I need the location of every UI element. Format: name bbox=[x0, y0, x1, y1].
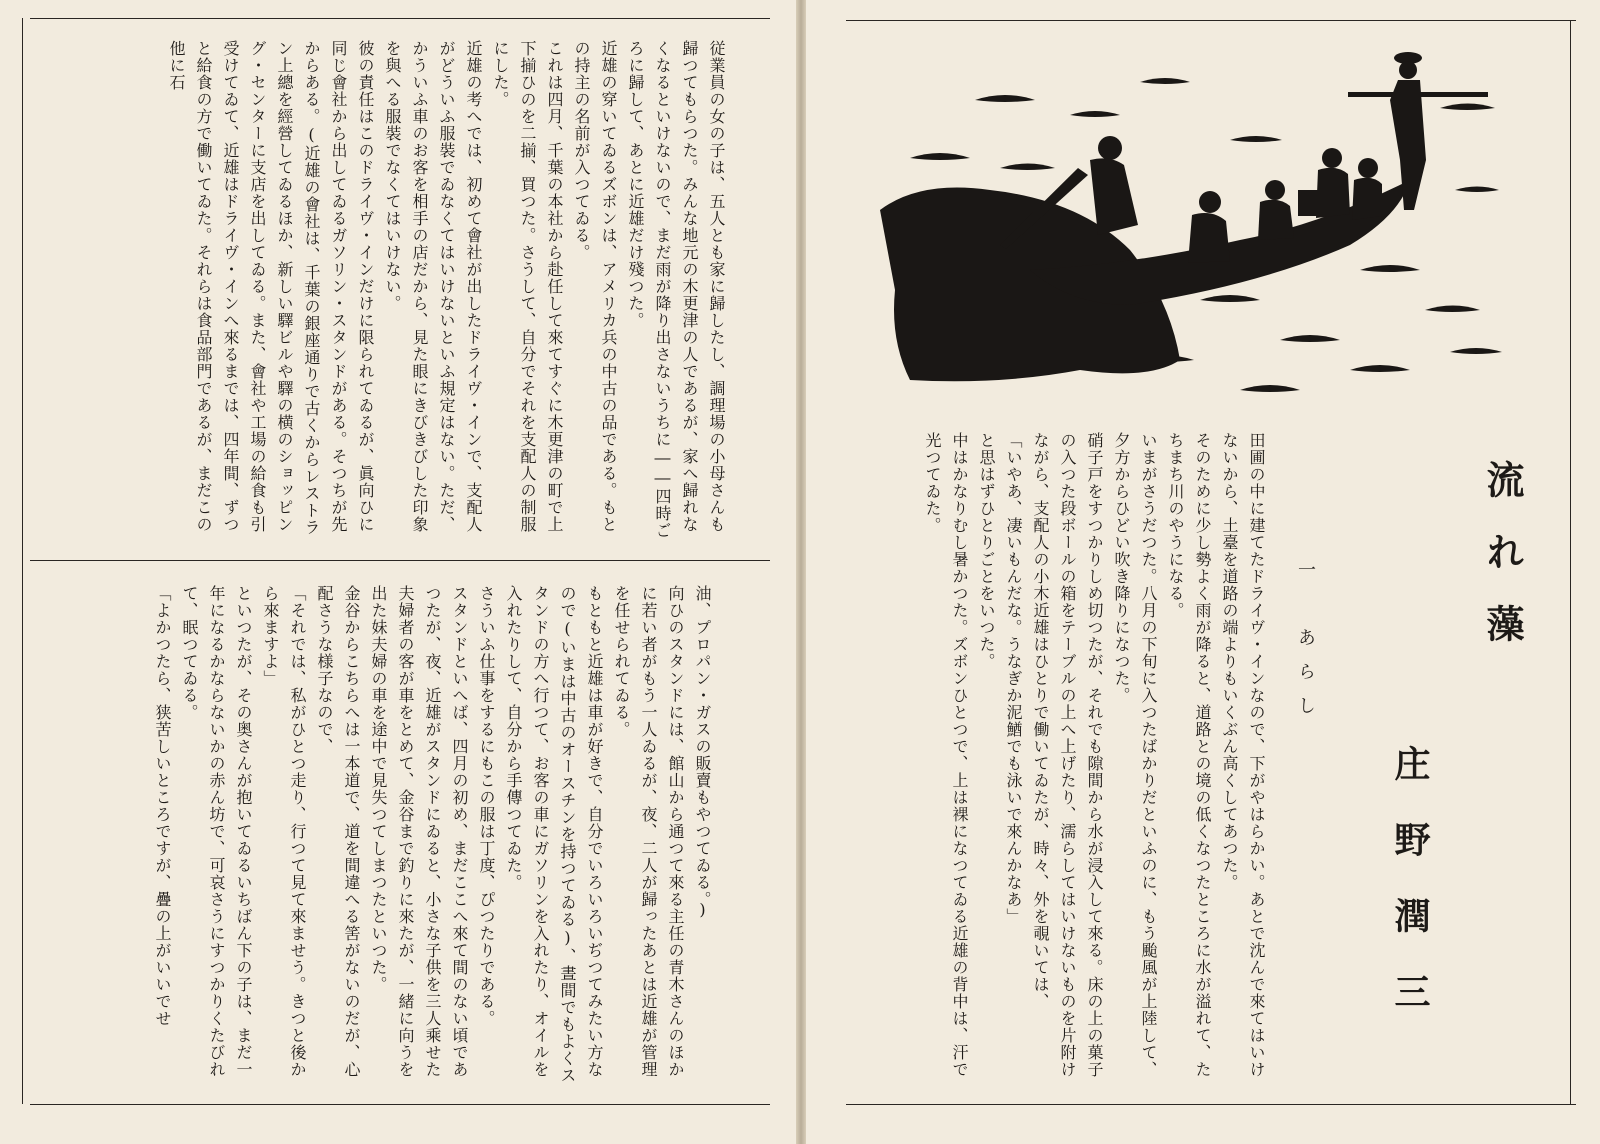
left-upper-column-text: 従業員の女の子は、五人とも家に歸したし、調理場の小母さんも歸つてもらつた。みんな地元の木更津の人であるが、家へ歸れなくなるといけないので、まだ雨が降り出さないうちに――四時ごろに歸して、あとに近雄だけ殘つた。 近雄の穿いてゐるズボンは、アメリカ兵の中古の品である。もとの持主の名前が入つてゐる。 これは四月、千葉の本社から赴任して來てすぐに木更津の町で上下揃ひのを二揃、買つた。さうして、自分でそれを支配人の制服にした。 近雄の考へでは、初めて會社が出したドライヴ・インで、支配人がどういふ服裝でゐなくてはいけないといふ規定はない。ただ、かういふ車のお客を相手の店だから、見た眼にきびきびした印象を與へる服裝でなくてはいけない。 彼の責任はこのドライヴ・インだけに限られてゐるが、眞向ひに同じ會社から出してゐるガソリン・スタンドがある。そつちが先からある。(近雄の會社は、千葉の銀座通りで古くからレストラン上總を經營してゐるほか、新しい驛ビルや驛の横のショッピング・センターに支店を出してゐる。また、會社や工場の給食も引受けてゐて、近雄はドライヴ・インへ來るまでは、四年間、ずつと給食の方で働いてゐた。それらは食品部門であるが、まだこの他に石 bbox=[167, 40, 726, 539]
left-page bbox=[0, 0, 796, 1144]
right-column-text: 田圃の中に建てたドライヴ・インなので、下がやはらかい。あとで沈んで來てはいけないから、土臺を道路の端よりもいくぶん高くしてあつた。 そのために少し勢よく雨が降ると、道路との境の低くなつたところに水が溢れて、たちまち川のやうになる。 いまがさうだつた。八月の下旬に入つたばかりだといふのに、もう颱風が上陸して、夕方からひどい吹き降りになつた。 硝子戸をすつかりしめ切つたが、それでも隙間から水が浸入して來る。床の上の菓子の入つた段ボールの箱をテーブルの上へ上げたり、濡らしてはいけないものを片附けながら、支配人の小木近雄はひとりで働いてゐたが、時々、外を覗いては、 「いやあ、凄いもんだな。うなぎか泥鰌でも泳いで來んかなあ」 と思はずひとりごとをいつた。 中はかなりむし暑かつた。ズボンひとつで、上は裸になつてゐる近雄の背中は、汗で光つてゐた。 bbox=[923, 432, 1266, 1078]
boat-in-waves-illustration bbox=[880, 40, 1510, 420]
left-lower-column-text: 油、プロパン・ガスの販賣もやつてゐる。) 向ひのスタンドには、館山から通つて來る主任の青木さんのほかに若い者がもう一人ゐるが、夜、二人が歸ったあとは近雄が管理を任せられてゐる。 もともと近雄は車が好きで、自分でいろいろいぢつてみたい方なので(いまは中古のオースチンを持つてゐる)、晝間でもよくスタンドの方へ行つて、お客の車にガソリンを入れたり、オイルを入れたりして、自分から手傳つてゐた。 さういふ仕事をするにもこの服は丁度、ぴつたりである。 スタンドといへば、四月の初め、まだここへ來て間のない頃であつたが、夜、近雄がスタンドにゐると、小さな子供を三人乘せた夫婦者の客が車をとめて、金谷まで釣りに來たが、一緒に向うを出た妹夫婦の車を途中で見失つてしまつたといつた。 金谷からこちらへは一本道で、道を間違へる筈がないのだが、心配さうな様子なので、 「それでは、私がひとつ走り、行つて見て來ませう。きつと後から來ますよ」 といつたが、その奥さんが抱いてゐるいちばん下の子は、まだ一年になるかならないかの赤ん坊で、可哀さうにすつかりくたびれて、眠つてゐる。 「よかつたら、狭苦しいところですが、疊の上がいいでせ bbox=[153, 585, 712, 1084]
middle-rule bbox=[30, 560, 770, 561]
author-name: 庄野潤三 bbox=[1389, 745, 1431, 1049]
bottom-rule bbox=[846, 1104, 1576, 1105]
top-rule bbox=[30, 18, 770, 19]
book-gutter bbox=[796, 0, 806, 1144]
left-margin-rule bbox=[22, 18, 23, 1104]
section-subheading: 一 あらし bbox=[1295, 560, 1316, 730]
top-rule bbox=[846, 20, 1576, 21]
right-margin-rule bbox=[1570, 20, 1571, 1104]
story-title: 流れ藻 bbox=[1480, 460, 1525, 676]
bottom-rule bbox=[30, 1104, 770, 1105]
